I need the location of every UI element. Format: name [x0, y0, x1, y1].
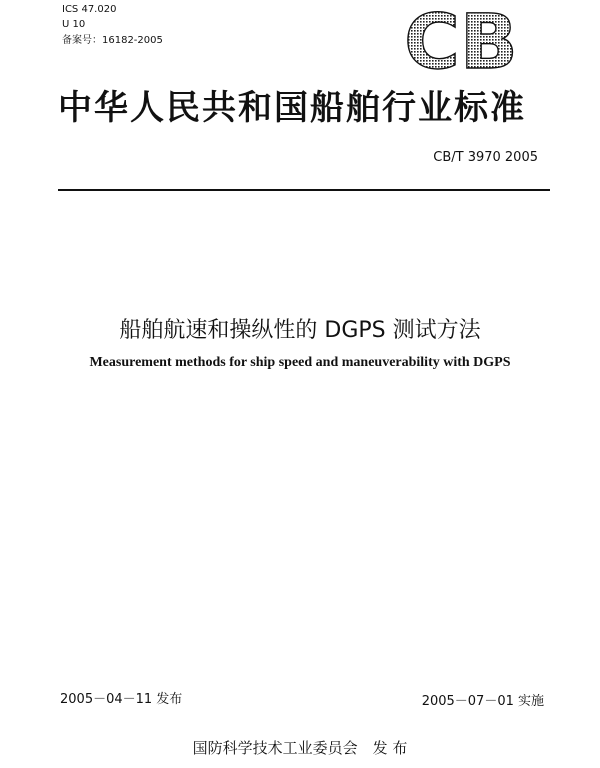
issue-date: 2005－04－11 发布 — [60, 692, 183, 707]
ics-code: ICS 47.020 — [62, 4, 117, 15]
classification-code: U 10 — [62, 19, 86, 30]
standard-type-title: 中华人民共和国船舶行业标准 — [58, 88, 526, 128]
standard-number: CB/T 3970 2005 — [433, 150, 538, 165]
english-title: Measurement methods for ship speed and maneuverability with DGPS — [89, 355, 511, 370]
chinese-title: 船舶航速和操纵性的 DGPS 测试方法 — [119, 318, 481, 343]
implementation-date: 2005－07－01 实施 — [421, 694, 544, 709]
divider — [58, 189, 550, 191]
svg-text:CB: CB — [404, 6, 518, 74]
record-number: 备案号：16182-2005 — [62, 35, 163, 46]
issuing-authority: 国防科学技术工业委员会 发 布 — [192, 739, 408, 757]
cb-logo — [396, 6, 526, 74]
